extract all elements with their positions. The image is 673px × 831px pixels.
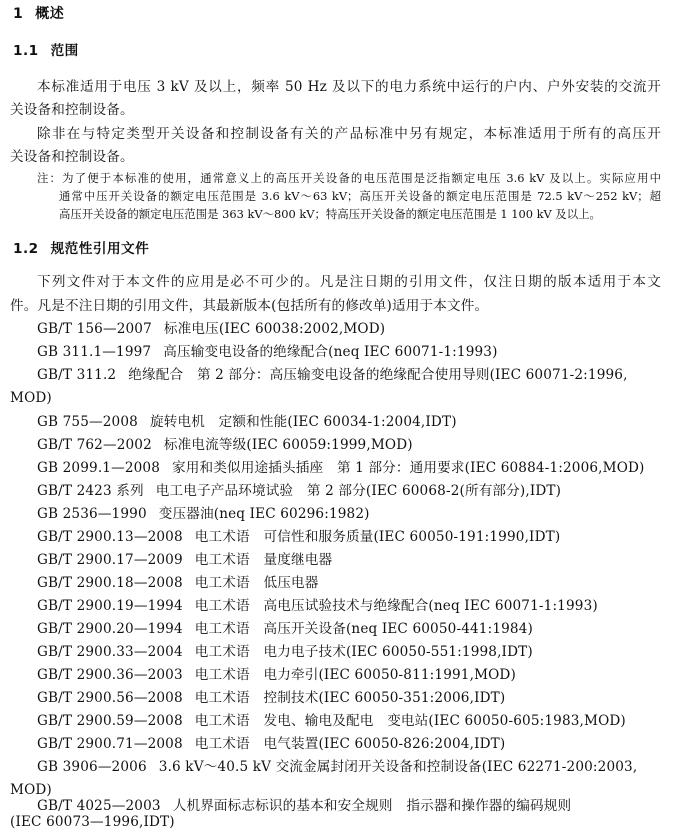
reference-title: 变压器油(neq IEC 60296:1982)	[158, 506, 370, 522]
reference-title: 电工术语 量度继电器	[194, 552, 333, 568]
reference-title: 3.6 kV～40.5 kV 交流金属封闭开关设备和控制设备(IEC 62271-200:2003,	[158, 759, 638, 775]
reference-item	[37, 436, 413, 454]
reference-code: GB/T 2900.13—2008	[37, 529, 183, 545]
reference-code: GB/T 2900.33—2004	[37, 644, 183, 660]
reference-title: 电工术语 电气装置(IEC 60050-826:2004,IDT)	[194, 736, 506, 752]
reference-item	[37, 689, 505, 707]
chapter-number: 1	[13, 6, 24, 22]
reference-item	[37, 666, 516, 684]
reference-item	[37, 366, 628, 384]
reference-code: GB/T 2900.19—1994	[37, 598, 183, 614]
reference-continuation: MOD)	[10, 390, 52, 406]
reference-title: 电工术语 高电压试验技术与绝缘配合(neq IEC 60071-1:1993)	[194, 598, 598, 614]
section-title: 范围	[50, 43, 79, 59]
section-number: 1.1	[13, 43, 39, 59]
reference-continuation: MOD)	[10, 782, 52, 798]
reference-title: 电工术语 可信性和服务质量(IEC 60050-191:1990,IDT)	[194, 529, 561, 545]
section-heading-scope	[13, 42, 79, 60]
reference-title: 高压输变电设备的绝缘配合(neq IEC 60071-1:1993)	[163, 344, 498, 360]
reference-code: GB/T 4025—2003	[37, 798, 161, 814]
reference-code: GB/T 762—2002	[37, 437, 152, 453]
reference-code: GB 2536—1990	[37, 506, 147, 522]
reference-code: GB/T 2900.18—2008	[37, 575, 183, 591]
reference-item	[37, 712, 626, 730]
reference-code: GB/T 2900.20—1994	[37, 621, 183, 637]
reference-code: GB/T 311.2	[37, 367, 117, 383]
reference-code: GB 2099.1—2008	[37, 460, 161, 476]
section-number: 1.2	[13, 241, 39, 257]
reference-title: 电工术语 发电、输电及配电 变电站(IEC 60050-605:1983,MOD)	[194, 713, 626, 729]
reference-item	[37, 528, 560, 546]
reference-title: 绝缘配合 第 2 部分：高压输变电设备的绝缘配合使用导则(IEC 60071-2:1996,	[128, 367, 628, 383]
reference-code: GB/T 2900.56—2008	[37, 690, 183, 706]
scope-paragraph-2-line-1: 除非在与特定类型开关设备和控制设备有关的产品标准中另有规定，本标准适用于所有的高压开	[37, 126, 661, 142]
reference-item	[37, 620, 533, 638]
scope-note-line-1: 注：为了便于本标准的使用，通常意义上的高压开关设备的电压范围是泛指额定电压 3.6 kV 及以上。实际应用中	[37, 171, 661, 185]
scope-paragraph-2-line-2: 关设备和控制设备。	[10, 149, 134, 165]
reference-item	[37, 643, 533, 661]
reference-title: 电工术语 电力电子技术(IEC 60050-551:1998,IDT)	[194, 644, 533, 660]
scope-paragraph-1-line-2: 关设备和控制设备。	[10, 102, 134, 118]
scope-note-line-2: 通常中压开关设备的额定电压范围是 3.6 kV～63 kV；高压开关设备的额定电压范围是 72.5 kV～252 kV；超	[59, 189, 661, 203]
reference-code: GB 3906—2006	[37, 759, 147, 775]
reference-item	[37, 320, 385, 338]
reference-title: 电工术语 低压电器	[194, 575, 319, 591]
references-intro-line-2: 件。凡是不注日期的引用文件，其最新版本(包括所有的修改单)适用于本文件。	[10, 298, 489, 314]
reference-title: 标准电压(IEC 60038:2002,MOD)	[163, 321, 386, 337]
reference-title: 标准电流等级(IEC 60059:1999,MOD)	[163, 437, 413, 453]
scope-note-line-3: 高压开关设备的额定电压范围是 363 kV～800 kV；特高压开关设备的额定电压范围是 1 100 kV 及以上。	[59, 207, 601, 221]
reference-code: GB 311.1—1997	[37, 344, 152, 360]
reference-title: 人机界面标志标识的基本和安全规则 指示器和操作器的编码规则	[172, 798, 572, 814]
reference-code: GB/T 156—2007	[37, 321, 152, 337]
reference-item	[37, 735, 505, 753]
reference-item	[37, 343, 498, 361]
reference-item	[37, 574, 318, 592]
reference-item	[37, 505, 370, 523]
reference-item	[37, 413, 457, 431]
reference-title: 旋转电机 定额和性能(IEC 60034-1:2004,IDT)	[149, 414, 457, 430]
reference-continuation: (IEC 60073—1996,IDT)	[10, 814, 175, 830]
reference-title: 电工术语 高压开关设备(neq IEC 60050-441:1984)	[194, 621, 533, 637]
reference-title: 电工术语 电力牵引(IEC 60050-811:1991,MOD)	[194, 667, 516, 683]
reference-item	[37, 597, 598, 615]
section-heading-normative-references	[13, 240, 149, 258]
reference-code: GB/T 2900.59—2008	[37, 713, 183, 729]
references-intro-line-1: 下列文件对于本文件的应用是必不可少的。凡是注日期的引用文件，仅注日期的版本适用于本文	[37, 274, 661, 290]
scope-paragraph-1-line-1: 本标准适用于电压 3 kV 及以上，频率 50 Hz 及以下的电力系统中运行的户内、户外安装的交流开	[37, 79, 661, 95]
reference-code: GB/T 2900.36—2003	[37, 667, 183, 683]
reference-item	[37, 482, 561, 500]
chapter-heading	[13, 5, 64, 23]
reference-item	[37, 758, 637, 776]
reference-code: GB/T 2900.17—2009	[37, 552, 183, 568]
reference-title: 电工术语 控制技术(IEC 60050-351:2006,IDT)	[194, 690, 506, 706]
section-title: 规范性引用文件	[50, 241, 150, 257]
reference-item	[37, 459, 645, 477]
reference-title: 家用和类似用途插头插座 第 1 部分：通用要求(IEC 60884-1:2006,MOD)	[172, 460, 645, 476]
reference-code: GB/T 2423 系列	[37, 483, 144, 499]
reference-code: GB 755—2008	[37, 414, 138, 430]
reference-code: GB/T 2900.71—2008	[37, 736, 183, 752]
reference-title: 电工电子产品环境试验 第 2 部分(IEC 60068-2(所有部分),IDT)	[155, 483, 562, 499]
chapter-title: 概述	[35, 6, 65, 22]
reference-item	[37, 551, 332, 569]
